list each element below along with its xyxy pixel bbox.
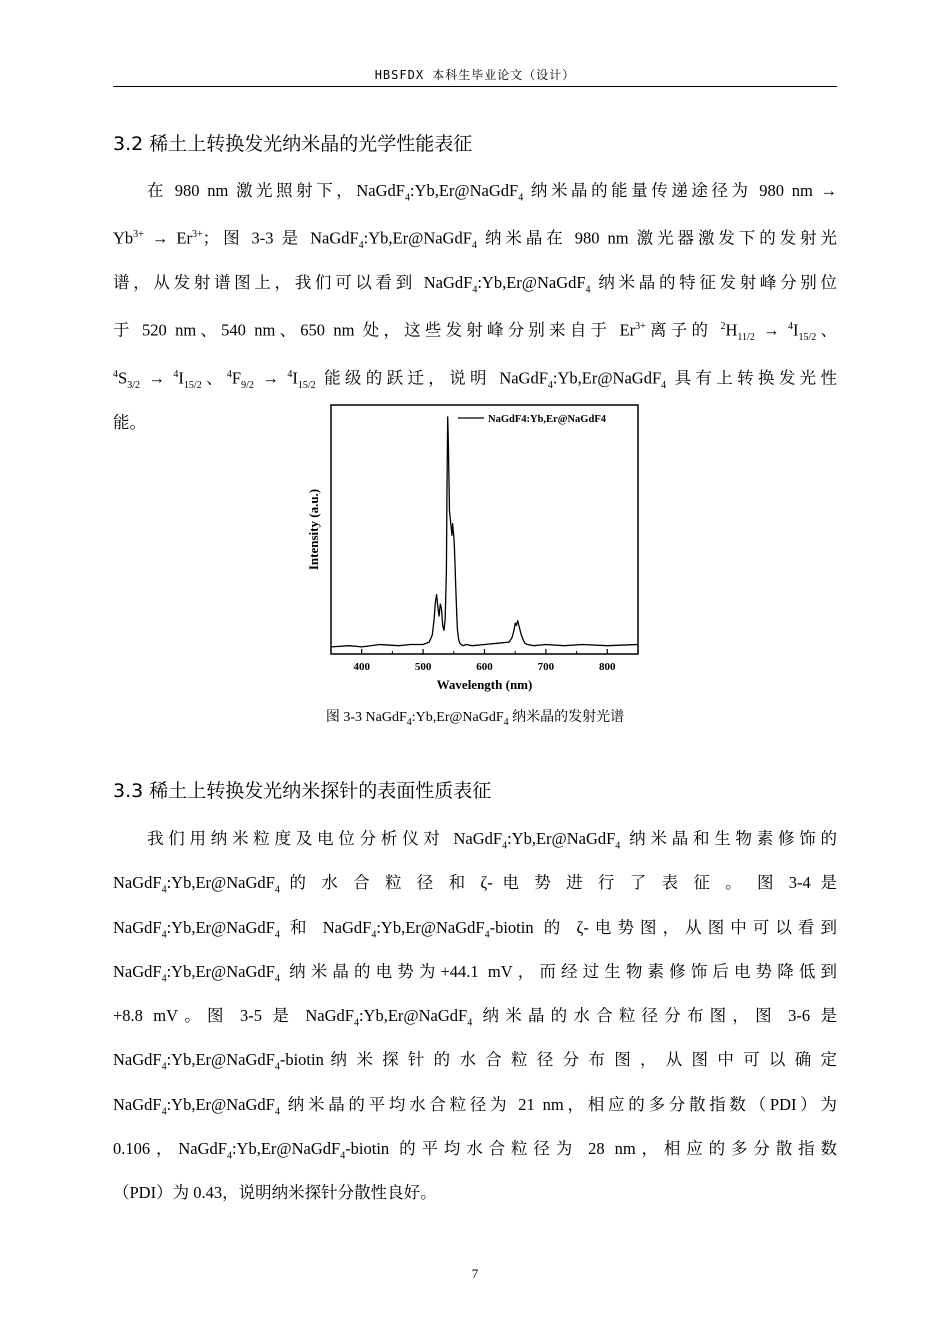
para-line: 于 520 nm、540 nm、650 nm 处，这些发射峰分别来自于 $Er^{3+}$离子的 $^2H_{11/2} \to ^4I_{15/2}$、 [113,320,838,344]
para-line: NaGdF$_4$:Yb,Er@NaGdF$_4$ 纳米晶的平均水合粒径为 21 nm，相应的多分散指数（PDI）为 [113,1094,837,1118]
section-heading-3-3: 3.3 稀土上转换发光纳米探针的表面性质表征 [113,780,492,802]
para-line: 0.106，NaGdF$_4$:Yb,Er@NaGdF$_4$-biotin 的平均水合粒径为 28 nm，相应的多分散指数 [113,1139,837,1162]
para-line: 谱，从发射谱图上，我们可以看到 NaGdF$_4$:Yb,Er@NaGdF$_4$ 纳米晶的特征发射峰分别位 [113,273,837,296]
series-line [331,417,638,647]
para-line: NaGdF$_4$:Yb,Er@NaGdF$_4$ 的 水 合 粒 径 和 ζ- 电 势 进 行 了 表 征 。 图 3-4 是 [113,873,837,896]
para-line: NaGdF$_4$:Yb,Er@NaGdF$_4$-biotin 纳 米 探 针 的 水 合 粒 径 分 布 图 ， 从 图 中 可 以 确 定 [113,1050,837,1073]
para-line: +8.8 mV。图 3-5 是 NaGdF$_4$:Yb,Er@NaGdF$_4$ 纳米晶的水合粒径分布图，图 3-6 是 [113,1006,837,1029]
emission-spectrum-chart [298,402,648,702]
para-line: NaGdF$_4$:Yb,Er@NaGdF$_4$ 和 NaGdF$_4$:Yb,Er@NaGdF$_4$-biotin 的 ζ-电势图，从图中可以看到 [113,917,837,940]
figure-caption: 图 3-3 NaGdF$_4$:Yb,Er@NaGdF$_4$ 纳米晶的发射光谱 [325,710,625,728]
para-line: $Yb^{3+} \to Er^{3+}$；图 3-3 是 NaGdF$_4$:Yb,Er@NaGdF$_4$ 纳米晶在 980 nm 激光器激发下的发射光 [113,228,838,252]
section-heading-3-2: 3.2 稀土上转换发光纳米晶的光学性能表征 [113,133,473,155]
page-header: HBSFDX 本科生毕业论文（设计） [374,68,576,82]
y-axis-label: Intensity (a.u.) [306,488,321,571]
paragraph-3-2 [113,172,837,441]
para-line: NaGdF$_4$:Yb,Er@NaGdF$_4$ 纳米晶的电势为+44.1 mV，而经过生物素修饰后电势降低到 [113,961,837,985]
plot-frame [331,405,638,654]
header-rule [113,86,837,87]
x-tick-label: 800 [599,661,616,673]
para-line: 我们用纳米粒度及电位分析仪对 NaGdF$_4$:Yb,Er@NaGdF$_4$ 纳米晶和生物素修饰的 [147,829,837,852]
para-line: （PDI）为 0.43，说明纳米探针分散性良好。 [113,1183,437,1203]
paragraph-3-3 [113,820,837,1211]
x-tick-label: 400 [353,661,370,673]
x-tick-label: 600 [476,661,493,673]
figure-3-3 [298,402,648,702]
x-tick-label: 500 [414,661,432,673]
para-line: 能。 [113,412,146,432]
x-axis-label: Wavelength (nm) [436,677,533,692]
x-tick-label: 700 [537,661,555,673]
legend-label: NaGdF4:Yb,Er@NaGdF4 [488,414,606,425]
para-line: 在 980 nm 激光照射下，NaGdF$_4$:Yb,Er@NaGdF$_4$ 纳米晶的能量传递途径为 980 nm → [147,181,837,204]
para-line: $^4S_{3/2} \to ^4I_{15/2}$、$^4F_{9/2} \to ^4I_{15/2}$ 能级的跃迁，说明 NaGdF$_4$:Yb,Er@NaGdF$_4$ 具有上转换发光性 [113,368,838,391]
page-number: 7 [471,1266,479,1281]
